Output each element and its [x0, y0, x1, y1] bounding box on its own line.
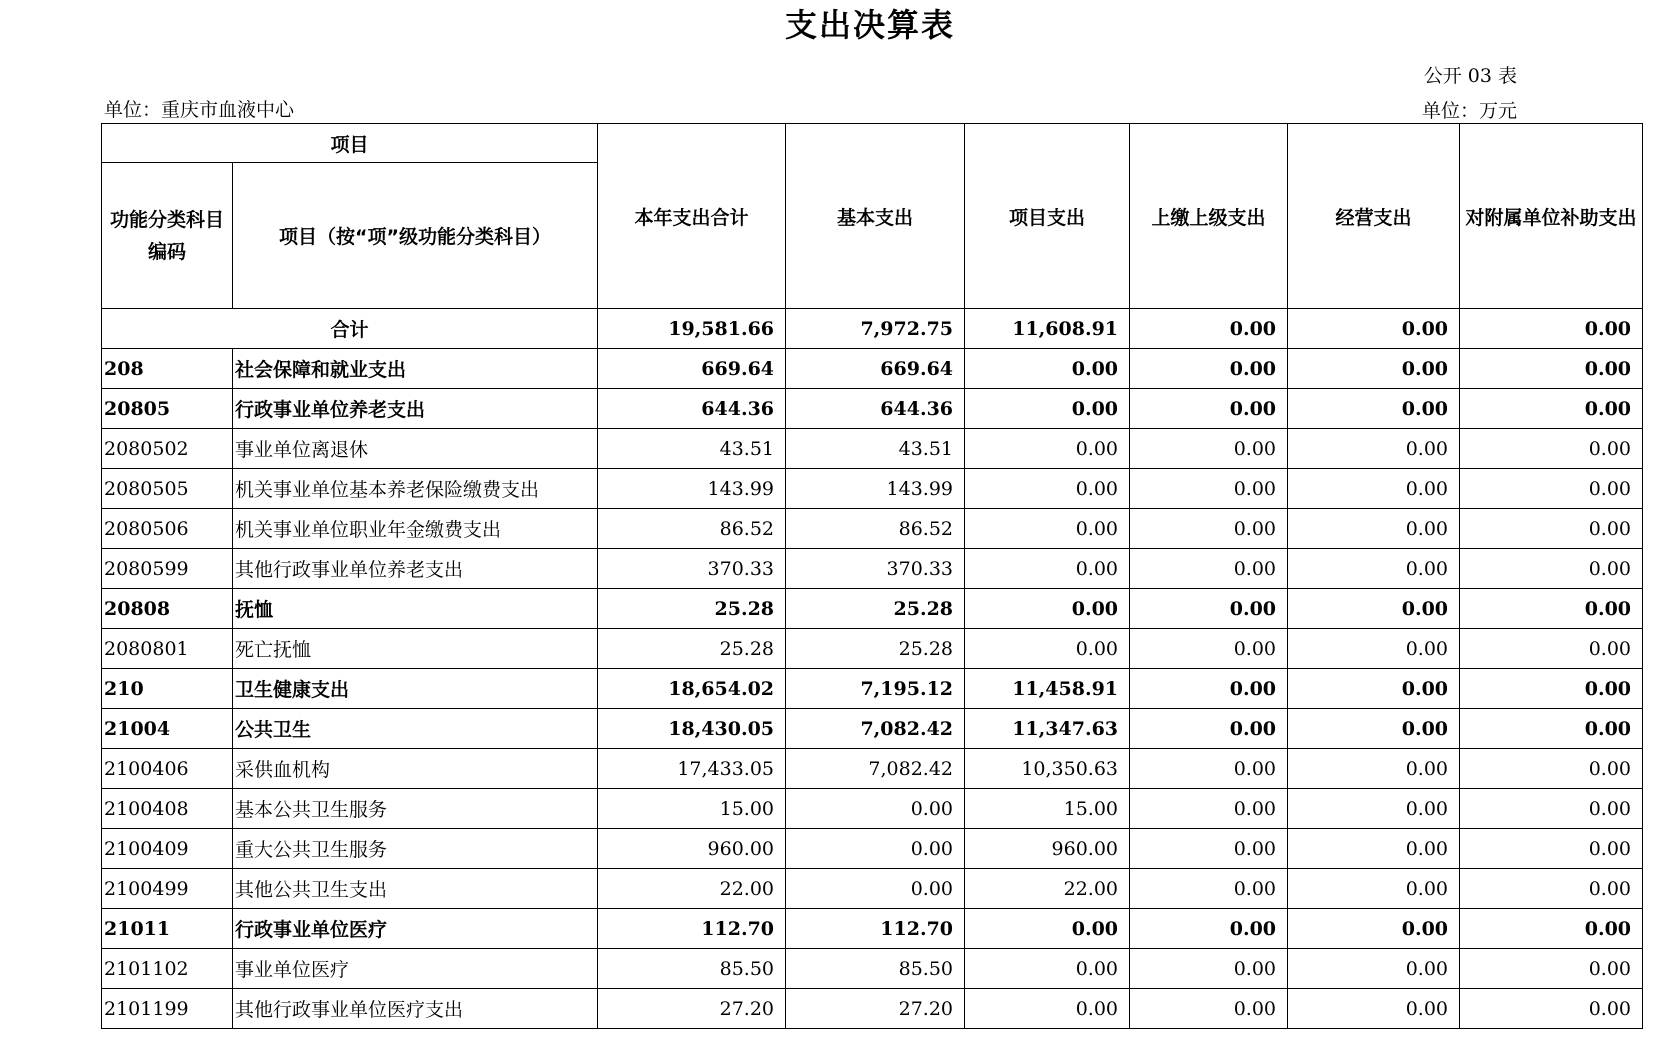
row-subsidy: 0.00 [1460, 389, 1643, 429]
row-upper: 0.00 [1130, 749, 1288, 789]
row-basic: 25.28 [786, 589, 965, 629]
row-name: 抚恤 [233, 589, 598, 629]
total-value: 11,608.91 [965, 309, 1130, 349]
total-row [102, 309, 1643, 349]
row-subsidy: 0.00 [1460, 949, 1643, 989]
row-name: 机关事业单位职业年金缴费支出 [233, 509, 598, 549]
header-item-group: 项目 [102, 124, 598, 163]
row-code: 2100499 [102, 869, 233, 909]
row-code: 2080502 [102, 429, 233, 469]
row-subsidy: 0.00 [1460, 749, 1643, 789]
header-total: 本年支出合计 [598, 124, 786, 309]
table-row [102, 829, 1643, 869]
row-project: 0.00 [965, 909, 1130, 949]
row-project: 0.00 [965, 469, 1130, 509]
header-code-line-1: 功能分类科目 [109, 208, 224, 231]
row-business: 0.00 [1288, 509, 1460, 549]
form-number: 公开 03 表 [1423, 65, 1517, 87]
row-code: 2100409 [102, 829, 233, 869]
row-total: 25.28 [598, 589, 786, 629]
row-business: 0.00 [1288, 469, 1460, 509]
row-subsidy: 0.00 [1460, 869, 1643, 909]
reporting-unit: 单位：重庆市血液中心 [104, 99, 295, 121]
row-name: 采供血机构 [233, 749, 598, 789]
table-row [102, 869, 1643, 909]
header-code [102, 163, 233, 309]
row-business: 0.00 [1288, 989, 1460, 1029]
row-upper: 0.00 [1130, 389, 1288, 429]
row-name: 行政事业单位医疗 [233, 909, 598, 949]
table-row [102, 949, 1643, 989]
row-code: 2080599 [102, 549, 233, 589]
row-subsidy: 0.00 [1460, 629, 1643, 669]
row-code: 2100406 [102, 749, 233, 789]
row-total: 15.00 [598, 789, 786, 829]
row-project: 11,347.63 [965, 709, 1130, 749]
table-row [102, 669, 1643, 709]
expenditure-table [101, 123, 1643, 1029]
row-name: 事业单位离退休 [233, 429, 598, 469]
row-basic: 0.00 [786, 869, 965, 909]
table-row [102, 629, 1643, 669]
row-subsidy: 0.00 [1460, 509, 1643, 549]
row-basic: 25.28 [786, 629, 965, 669]
row-business: 0.00 [1288, 589, 1460, 629]
row-basic: 43.51 [786, 429, 965, 469]
row-total: 25.28 [598, 629, 786, 669]
row-name: 其他行政事业单位养老支出 [233, 549, 598, 589]
row-total: 18,430.05 [598, 709, 786, 749]
row-upper: 0.00 [1130, 429, 1288, 469]
row-total: 17,433.05 [598, 749, 786, 789]
row-basic: 644.36 [786, 389, 965, 429]
row-name: 事业单位医疗 [233, 949, 598, 989]
total-value: 0.00 [1130, 309, 1288, 349]
row-basic: 0.00 [786, 829, 965, 869]
row-total: 143.99 [598, 469, 786, 509]
total-value: 19,581.66 [598, 309, 786, 349]
row-business: 0.00 [1288, 669, 1460, 709]
table-row [102, 509, 1643, 549]
total-value: 0.00 [1460, 309, 1643, 349]
row-subsidy: 0.00 [1460, 349, 1643, 389]
table-row [102, 429, 1643, 469]
row-business: 0.00 [1288, 709, 1460, 749]
row-total: 22.00 [598, 869, 786, 909]
row-project: 0.00 [965, 429, 1130, 469]
row-total: 112.70 [598, 909, 786, 949]
row-basic: 7,195.12 [786, 669, 965, 709]
header-project: 项目支出 [965, 124, 1130, 309]
row-name: 卫生健康支出 [233, 669, 598, 709]
table-row [102, 789, 1643, 829]
row-upper: 0.00 [1130, 869, 1288, 909]
row-basic: 7,082.42 [786, 709, 965, 749]
table-row [102, 349, 1643, 389]
row-business: 0.00 [1288, 829, 1460, 869]
row-project: 11,458.91 [965, 669, 1130, 709]
header-basic: 基本支出 [786, 124, 965, 309]
row-total: 43.51 [598, 429, 786, 469]
row-name: 公共卫生 [233, 709, 598, 749]
row-project: 15.00 [965, 789, 1130, 829]
row-project: 0.00 [965, 629, 1130, 669]
row-subsidy: 0.00 [1460, 589, 1643, 629]
row-total: 960.00 [598, 829, 786, 869]
row-business: 0.00 [1288, 349, 1460, 389]
row-business: 0.00 [1288, 869, 1460, 909]
row-subsidy: 0.00 [1460, 909, 1643, 949]
total-label: 合计 [102, 309, 598, 349]
row-project: 0.00 [965, 389, 1130, 429]
row-upper: 0.00 [1130, 629, 1288, 669]
header-business: 经营支出 [1288, 124, 1460, 309]
row-upper: 0.00 [1130, 989, 1288, 1029]
row-upper: 0.00 [1130, 589, 1288, 629]
header-code-line-2: 编码 [147, 240, 186, 263]
row-project: 10,350.63 [965, 749, 1130, 789]
row-project: 0.00 [965, 509, 1130, 549]
row-code: 208 [102, 349, 233, 389]
row-upper: 0.00 [1130, 829, 1288, 869]
row-code: 2080505 [102, 469, 233, 509]
row-business: 0.00 [1288, 949, 1460, 989]
header-name: 项目（按“项”级功能分类科目） [233, 163, 598, 309]
header-upper: 上缴上级支出 [1130, 124, 1288, 309]
row-basic: 370.33 [786, 549, 965, 589]
row-business: 0.00 [1288, 389, 1460, 429]
row-total: 27.20 [598, 989, 786, 1029]
row-code: 21011 [102, 909, 233, 949]
row-subsidy: 0.00 [1460, 669, 1643, 709]
table-row [102, 469, 1643, 509]
row-business: 0.00 [1288, 629, 1460, 669]
row-upper: 0.00 [1130, 709, 1288, 749]
row-code: 2080801 [102, 629, 233, 669]
row-business: 0.00 [1288, 429, 1460, 469]
row-business: 0.00 [1288, 549, 1460, 589]
row-upper: 0.00 [1130, 949, 1288, 989]
row-name: 基本公共卫生服务 [233, 789, 598, 829]
row-basic: 143.99 [786, 469, 965, 509]
row-basic: 112.70 [786, 909, 965, 949]
row-code: 2101102 [102, 949, 233, 989]
row-total: 18,654.02 [598, 669, 786, 709]
row-code: 20805 [102, 389, 233, 429]
table-row [102, 589, 1643, 629]
row-project: 0.00 [965, 549, 1130, 589]
row-name: 其他公共卫生支出 [233, 869, 598, 909]
row-upper: 0.00 [1130, 669, 1288, 709]
row-business: 0.00 [1288, 789, 1460, 829]
row-name: 其他行政事业单位医疗支出 [233, 989, 598, 1029]
row-total: 370.33 [598, 549, 786, 589]
row-name: 死亡抚恤 [233, 629, 598, 669]
row-basic: 85.50 [786, 949, 965, 989]
row-subsidy: 0.00 [1460, 549, 1643, 589]
currency-unit: 单位：万元 [1421, 100, 1517, 122]
row-basic: 0.00 [786, 789, 965, 829]
table-row [102, 709, 1643, 749]
row-subsidy: 0.00 [1460, 429, 1643, 469]
row-total: 85.50 [598, 949, 786, 989]
row-upper: 0.00 [1130, 549, 1288, 589]
row-subsidy: 0.00 [1460, 469, 1643, 509]
row-subsidy: 0.00 [1460, 829, 1643, 869]
row-basic: 669.64 [786, 349, 965, 389]
row-code: 210 [102, 669, 233, 709]
header-subsidy: 对附属单位补助支出 [1460, 124, 1643, 309]
row-name: 社会保障和就业支出 [233, 349, 598, 389]
table-row [102, 549, 1643, 589]
row-name: 重大公共卫生服务 [233, 829, 598, 869]
row-project: 960.00 [965, 829, 1130, 869]
row-total: 86.52 [598, 509, 786, 549]
row-upper: 0.00 [1130, 909, 1288, 949]
row-project: 0.00 [965, 989, 1130, 1029]
row-code: 20808 [102, 589, 233, 629]
total-value: 7,972.75 [786, 309, 965, 349]
row-project: 0.00 [965, 949, 1130, 989]
row-business: 0.00 [1288, 909, 1460, 949]
row-upper: 0.00 [1130, 469, 1288, 509]
row-name: 行政事业单位养老支出 [233, 389, 598, 429]
row-code: 2080506 [102, 509, 233, 549]
row-project: 22.00 [965, 869, 1130, 909]
row-total: 669.64 [598, 349, 786, 389]
row-subsidy: 0.00 [1460, 989, 1643, 1029]
row-code: 2101199 [102, 989, 233, 1029]
row-basic: 86.52 [786, 509, 965, 549]
row-total: 644.36 [598, 389, 786, 429]
table-row [102, 989, 1643, 1029]
row-subsidy: 0.00 [1460, 789, 1643, 829]
row-subsidy: 0.00 [1460, 709, 1643, 749]
row-business: 0.00 [1288, 749, 1460, 789]
row-project: 0.00 [965, 349, 1130, 389]
row-basic: 27.20 [786, 989, 965, 1029]
table-row [102, 389, 1643, 429]
row-upper: 0.00 [1130, 509, 1288, 549]
row-code: 21004 [102, 709, 233, 749]
total-value: 0.00 [1288, 309, 1460, 349]
report-title: 支出决算表 [784, 6, 955, 44]
row-name: 机关事业单位基本养老保险缴费支出 [233, 469, 598, 509]
row-upper: 0.00 [1130, 349, 1288, 389]
table-row [102, 909, 1643, 949]
row-code: 2100408 [102, 789, 233, 829]
table-row [102, 749, 1643, 789]
row-project: 0.00 [965, 589, 1130, 629]
row-upper: 0.00 [1130, 789, 1288, 829]
row-basic: 7,082.42 [786, 749, 965, 789]
